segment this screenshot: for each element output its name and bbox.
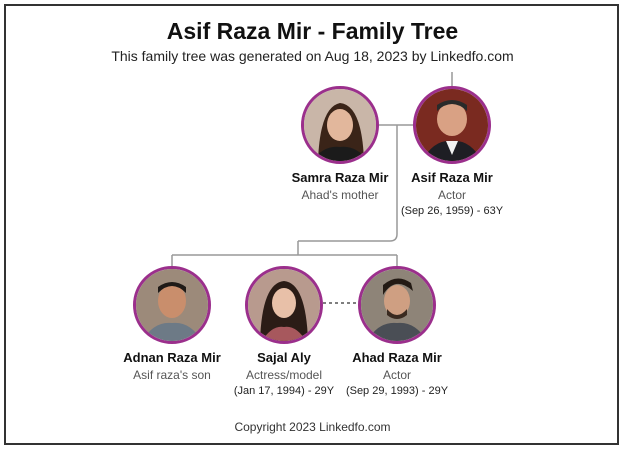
- samra-role: Ahad's mother: [301, 188, 379, 202]
- person-asif[interactable]: [377, 86, 527, 217]
- asif-dates: (Sep 26, 1959) - 63Y: [400, 205, 504, 217]
- sajal-role: Actress/model: [245, 368, 323, 382]
- sajal-name: Sajal Aly: [257, 350, 311, 365]
- page-subtitle: This family tree was generated on Aug 18, 2023 by Linkedfo.com: [111, 48, 514, 64]
- adnan-role: Asif raza's son: [133, 368, 211, 382]
- adnan-name: Adnan Raza Mir: [123, 350, 221, 365]
- sajal-avatar: [245, 266, 323, 344]
- sajal-dates: (Jan 17, 1994) - 29Y: [233, 385, 335, 397]
- samra-avatar: [301, 86, 379, 164]
- ahad-role: Actor: [382, 368, 411, 382]
- ahad-name: Ahad Raza Mir: [352, 350, 442, 365]
- samra-name: Samra Raza Mir: [291, 170, 389, 185]
- asif-avatar: [413, 86, 491, 164]
- asif-role: Actor: [437, 188, 466, 202]
- ahad-dates: (Sep 29, 1993) - 29Y: [345, 385, 449, 397]
- page-title: Asif Raza Mir - Family Tree: [166, 18, 459, 44]
- ahad-avatar: [358, 266, 436, 344]
- person-ahad[interactable]: [322, 266, 472, 397]
- copyright-footer: Copyright 2023 Linkedfo.com: [234, 420, 391, 434]
- asif-name: Asif Raza Mir: [411, 170, 493, 185]
- adnan-avatar: [133, 266, 211, 344]
